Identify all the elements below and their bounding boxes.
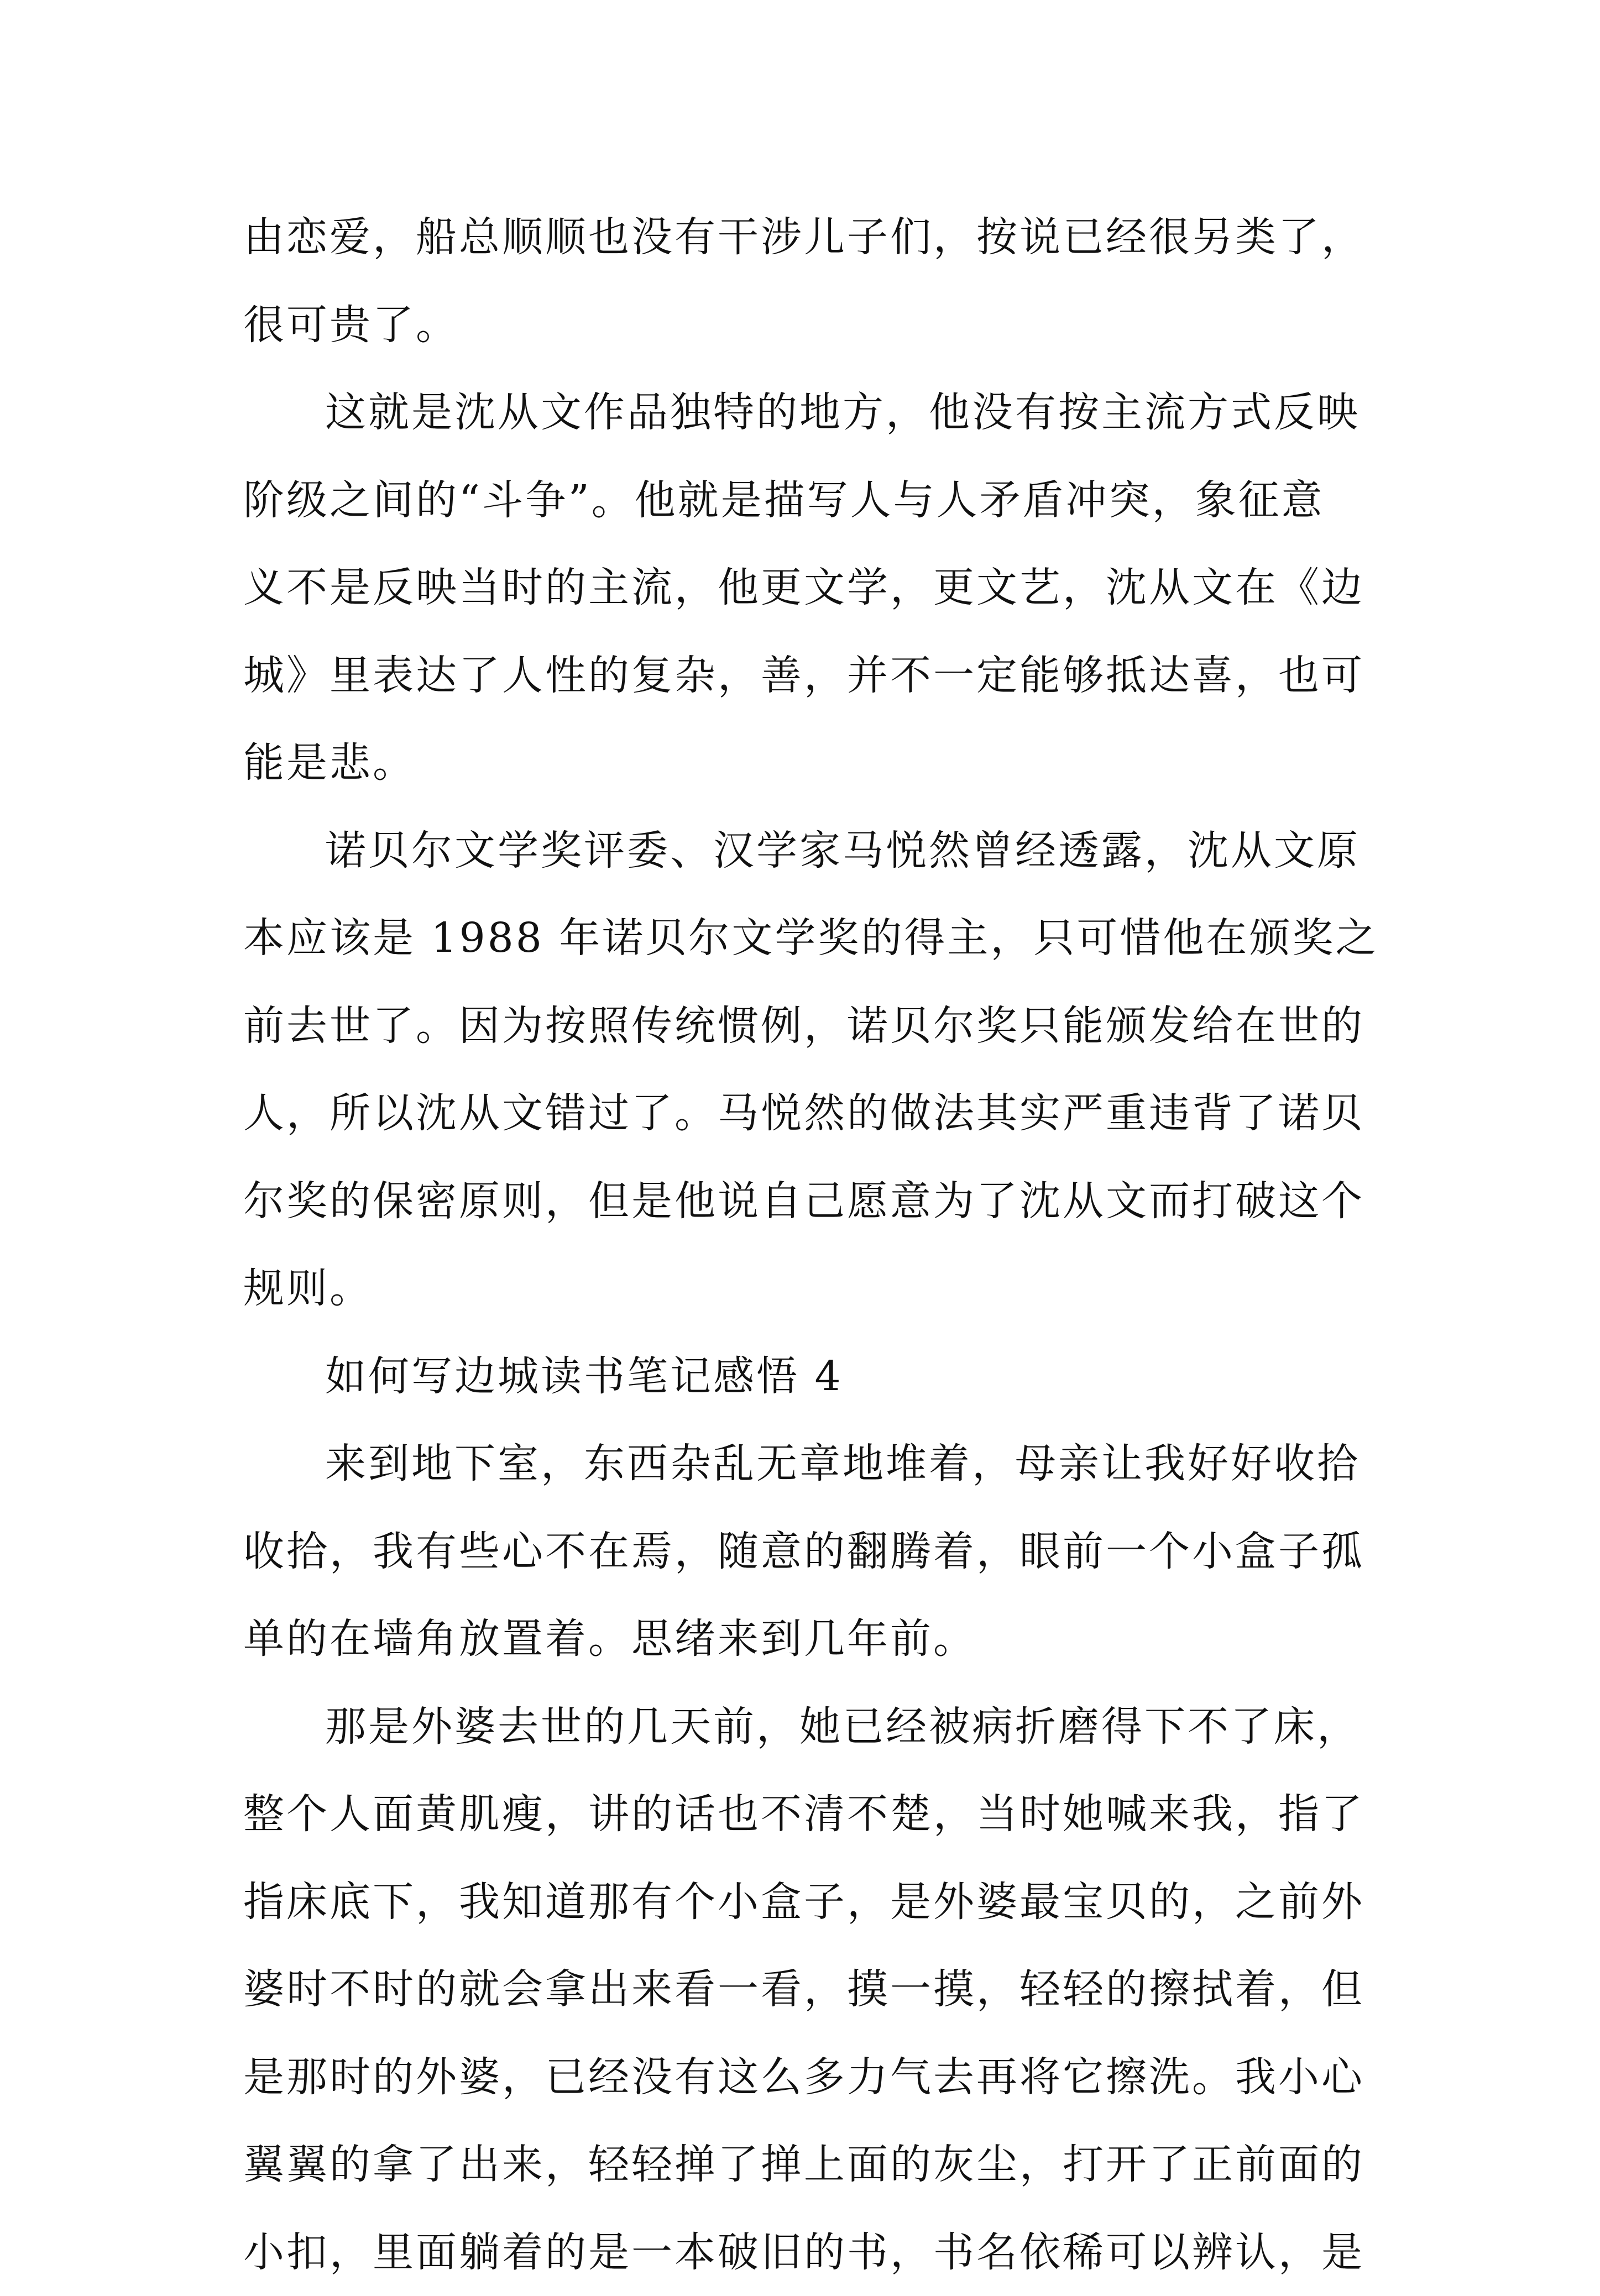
text-line: 能是悲。 [243, 719, 1377, 807]
text-line: 阶级之间的“斗争”。他就是描写人与人矛盾冲突，象征意 [243, 457, 1377, 544]
text-line: 是那时的外婆，已经没有这么多力气去再将它擦洗。我小心 [243, 2033, 1377, 2121]
text-line: 本应该是 1988 年诺贝尔文学奖的得主，只可惜他在颁奖之 [243, 894, 1377, 982]
text-line: 指床底下，我知道那有个小盒子，是外婆最宝贝的，之前外 [243, 1858, 1377, 1946]
text-line: 由恋爱，船总顺顺也没有干涉儿子们，按说已经很另类了， [243, 193, 1377, 281]
text-line: 人，所以沈从文错过了。马悦然的做法其实严重违背了诺贝 [243, 1070, 1377, 1157]
paragraph-nobel-prize [243, 807, 1377, 1333]
paragraph-grandmother [243, 1683, 1377, 2296]
text-line: 义不是反映当时的主流，他更文学，更文艺，沈从文在《边 [243, 544, 1377, 632]
text-line: 单的在墙角放置着。思绪来到几年前。 [243, 1595, 1377, 1683]
paragraph-basement [243, 1420, 1377, 1683]
text-line: 前去世了。因为按照传统惯例，诺贝尔奖只能颁发给在世的 [243, 982, 1377, 1070]
paragraph-continuation [243, 193, 1377, 369]
text-line: 诺贝尔文学奖评委、汉学家马悦然曾经透露，沈从文原 [243, 807, 1377, 895]
text-line: 尔奖的保密原则，但是他说自己愿意为了沈从文而打破这个 [243, 1157, 1377, 1245]
text-line: 规则。 [243, 1245, 1377, 1333]
heading-line: 如何写边城读书笔记感悟 4 [243, 1333, 1377, 1420]
text-line: 城》里表达了人性的复杂，善，并不一定能够抵达喜，也可 [243, 632, 1377, 720]
text-line: 婆时不时的就会拿出来看一看，摸一摸，轻轻的擦拭着，但 [243, 1946, 1377, 2033]
text-line: 很可贵了。 [243, 281, 1377, 369]
paragraph-style-and-theme [243, 369, 1377, 807]
text-line: 整个人面黄肌瘦，讲的话也不清不楚，当时她喊来我，指了 [243, 1770, 1377, 1858]
text-line: 这就是沈从文作品独特的地方，他没有按主流方式反映 [243, 369, 1377, 457]
document-body [243, 193, 1377, 2296]
text-line: 翼翼的拿了出来，轻轻掸了掸上面的灰尘，打开了正前面的 [243, 2121, 1377, 2209]
text-line: 那是外婆去世的几天前，她已经被病折磨得下不了床， [243, 1683, 1377, 1771]
text-line: 收拾，我有些心不在焉，随意的翻腾着，眼前一个小盒子孤 [243, 1508, 1377, 1596]
section-heading [243, 1333, 1377, 1420]
text-line: 来到地下室，东西杂乱无章地堆着，母亲让我好好收拾 [243, 1420, 1377, 1508]
text-line: 小扣，里面躺着的是一本破旧的书，书名依稀可以辨认，是 [243, 2209, 1377, 2296]
